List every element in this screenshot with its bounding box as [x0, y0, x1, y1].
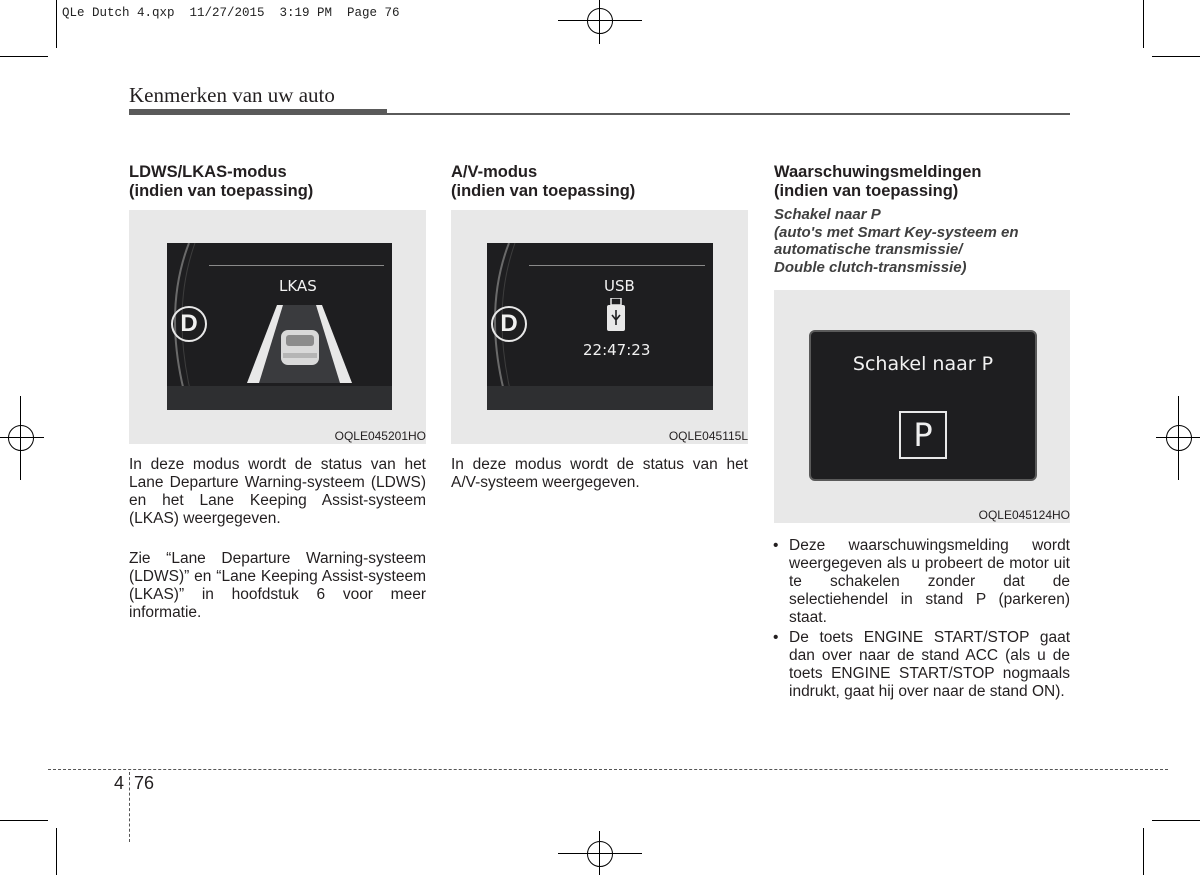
av-figure-code: OQLE045115L — [668, 429, 748, 443]
gear-indicator: D — [491, 306, 527, 342]
ldws-paragraph-1: In deze modus wordt de status van het Lane Departure Warning-systeem (LDWS) en het Lane Keeping Assist-systeem (LKAS) weergegeven. — [129, 456, 426, 527]
lkas-label: LKAS — [279, 277, 317, 295]
ldws-figure-code: OQLE045201HO — [334, 429, 426, 443]
warning-figure — [774, 290, 1070, 523]
header-rule-thick — [129, 109, 387, 115]
av-heading: A/V-modus (indien van toepassing) — [451, 163, 636, 200]
chapter-number: 4 — [114, 773, 125, 793]
warning-message: Schakel naar P — [852, 353, 994, 375]
footer-dashed-divider — [129, 772, 130, 842]
av-paragraph-1: In deze modus wordt de status van het A/V-systeem weergegeven. — [451, 456, 748, 491]
av-cluster-screen — [487, 243, 713, 410]
warning-panel — [809, 330, 1037, 481]
footer-dashed-rule — [48, 769, 1168, 770]
ldws-paragraph-2: Zie “Lane Departure Warning-systeem (LDWS)” en “Lane Keeping Assist-systeem (LKAS)” in hoofdstuk 6 voor meer informatie. — [129, 550, 426, 621]
av-figure — [451, 210, 748, 444]
clock-readout: 22:47:23 — [583, 341, 651, 359]
warnings-subheading: Schakel naar P (auto's met Smart Key-systeem en automatische transmissie/ Double clutch-transmissie) — [774, 206, 1019, 276]
header-rule-thin — [387, 113, 1070, 115]
ldws-heading: LDWS/LKAS-modus (indien van toepassing) — [129, 163, 314, 200]
ldws-cluster-screen — [167, 243, 392, 410]
ldws-figure — [129, 210, 426, 444]
usb-drive-icon — [605, 298, 627, 332]
park-gear-icon: P — [899, 411, 947, 459]
chapter-title: Kenmerken van uw auto — [129, 83, 335, 107]
warning-figure-code: OQLE045124HO — [978, 508, 1070, 522]
warning-bullets — [773, 537, 1070, 703]
print-slug: QLe Dutch 4.qxp 11/27/2015 3:19 PM Page 76 — [62, 6, 400, 20]
lane-car-icon — [237, 305, 362, 385]
bullet-item: • Deze waarschuwingsmelding wordt weergegeven als u probeert de motor uit te schakelen zonder dat de selectiehendel in stand P (parkeren) staat. — [773, 537, 1070, 627]
usb-label: USB — [604, 277, 635, 295]
page-number: 76 — [134, 773, 155, 793]
bullet-item: • De toets ENGINE START/STOP gaat dan over naar de stand ACC (als u de toets ENGINE START/STOP nogmaals indrukt, gaat hij over naar de stand ON). — [773, 629, 1070, 701]
warnings-heading: Waarschuwingsmeldingen (indien van toepassing) — [774, 163, 982, 200]
gear-indicator: D — [171, 306, 207, 342]
